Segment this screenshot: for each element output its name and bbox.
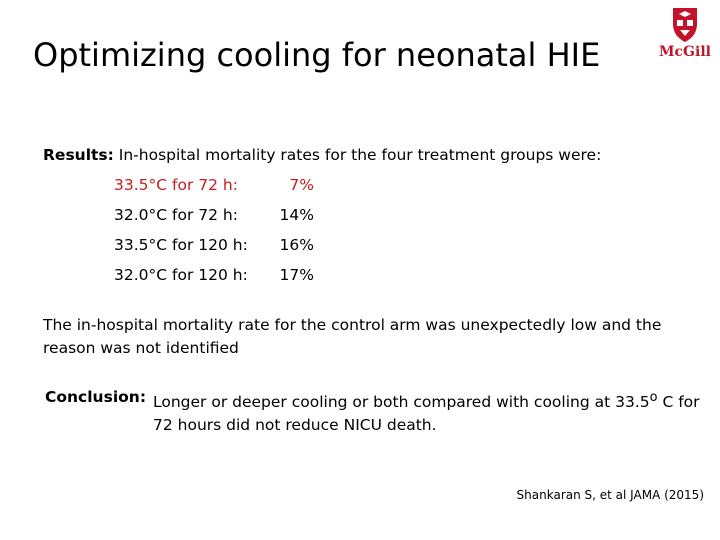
rate-value: 16% <box>279 236 314 254</box>
slide-title: Optimizing cooling for neonatal HIE <box>33 36 601 74</box>
rate-row <box>0 266 720 288</box>
results-text: In-hospital mortality rates for the four treatment groups were: <box>113 146 602 164</box>
conclusion-degree-superscript: o <box>649 390 658 405</box>
rate-row <box>0 176 720 198</box>
logo-wordmark: McGill <box>659 44 711 60</box>
conclusion-text-after: C for 72 hours did not reduce NICU death. <box>153 393 700 435</box>
conclusion-text-before: Longer or deeper cooling or both compared with cooling at 33.5 <box>153 393 650 412</box>
rate-group: 33.5°C for 120 h: <box>114 236 248 254</box>
rate-group: 32.0°C for 72 h: <box>114 206 238 224</box>
results-line <box>43 146 601 164</box>
mcgill-logo <box>655 6 715 72</box>
citation: Shankaran S, et al JAMA (2015) <box>516 488 704 502</box>
rate-value: 17% <box>279 266 314 284</box>
control-arm-note: The in-hospital mortality rate for the control arm was unexpectedly low and the reason was not identified <box>43 316 662 357</box>
rate-row <box>0 236 720 258</box>
rate-group: 32.0°C for 120 h: <box>114 266 248 284</box>
mcgill-crest-icon <box>655 6 715 46</box>
conclusion-label: Conclusion: <box>45 388 147 406</box>
rate-group: 33.5°C for 72 h: <box>114 176 238 194</box>
conclusion-text <box>153 386 715 437</box>
results-label: Results: <box>43 146 114 164</box>
rate-value: 7% <box>289 176 314 194</box>
rate-row <box>0 206 720 228</box>
rate-value: 14% <box>279 206 314 224</box>
